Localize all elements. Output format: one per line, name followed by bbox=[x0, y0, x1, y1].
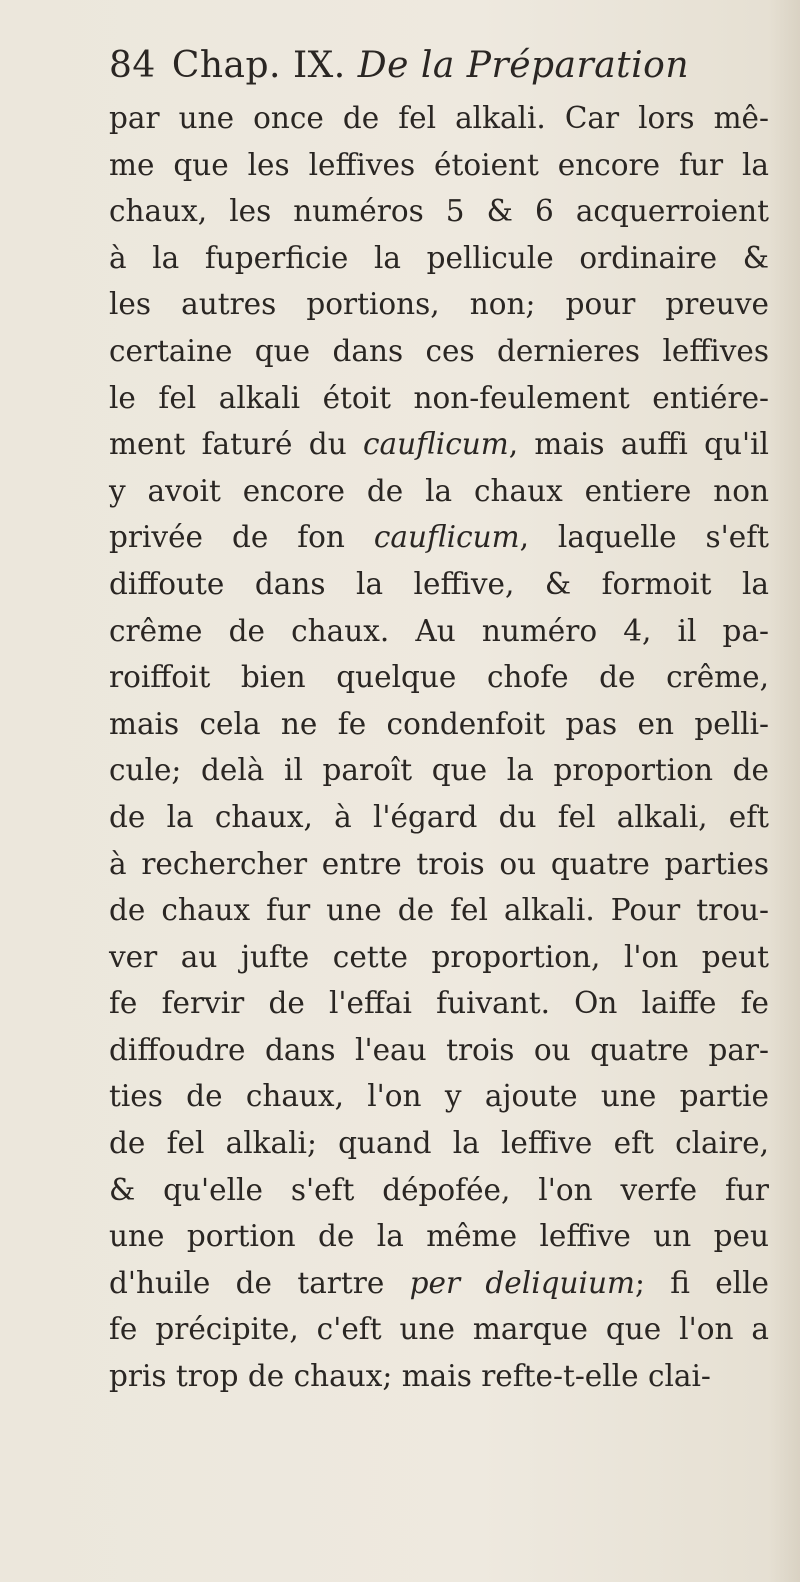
text-segment: par une once de fel alkali. Car lors mê- bbox=[109, 101, 769, 135]
text-line bbox=[109, 608, 769, 655]
text-segment: de la chaux, à l'égard du fel alkali, eft bbox=[109, 799, 769, 834]
text-line bbox=[109, 328, 769, 375]
page-number: 84 bbox=[109, 45, 156, 86]
text-segment: ties de chaux, l'on y ajoute une partie bbox=[109, 1079, 769, 1114]
text-segment: fe fervir de l'effai fuivant. On laiffe fe bbox=[109, 986, 769, 1021]
text-line bbox=[109, 1120, 769, 1167]
text-line bbox=[109, 1306, 769, 1353]
text-line bbox=[109, 1167, 769, 1214]
text-line bbox=[109, 561, 769, 608]
text-line bbox=[109, 701, 769, 748]
text-segment: y avoit encore de la chaux entiere non bbox=[109, 473, 769, 508]
text-line bbox=[109, 794, 769, 841]
text-line bbox=[109, 514, 769, 561]
text-segment: à rechercher entre trois ou quatre parties bbox=[109, 846, 769, 881]
text-segment: de chaux fur une de fel alkali. Pour trou- bbox=[109, 893, 769, 928]
text-segment: & qu'elle s'eft dépofée, l'on verfe fur bbox=[109, 1172, 769, 1207]
text-segment: de fel alkali; quand la leffive eft claire, bbox=[109, 1126, 769, 1161]
text-segment: le fel alkali étoit non-feulement entiére- bbox=[109, 380, 769, 415]
text-segment: mais cela ne fe condenfoit pas en pelli- bbox=[109, 706, 769, 741]
text-line bbox=[109, 188, 769, 235]
text-line bbox=[109, 980, 769, 1027]
text-line bbox=[109, 841, 769, 888]
text-segment: , mais auffi qu'il bbox=[508, 427, 769, 462]
text-line bbox=[109, 654, 769, 701]
text-line bbox=[109, 1073, 769, 1120]
text-segment: , laquelle s'eft bbox=[519, 520, 769, 555]
text-segment: me que les leffives étoient encore fur la bbox=[109, 147, 769, 182]
text-segment: à la fuperficie la pellicule ordinaire & bbox=[109, 240, 769, 275]
text-line bbox=[109, 1260, 769, 1307]
text-line bbox=[109, 1027, 769, 1074]
text-line bbox=[109, 887, 769, 934]
text-segment: crême de chaux. Au numéro 4, il pa- bbox=[109, 613, 769, 648]
text-line bbox=[109, 934, 769, 981]
text-line bbox=[109, 142, 769, 189]
text-segment: diffoudre dans l'eau trois ou quatre par- bbox=[109, 1032, 769, 1067]
text-segment: certaine que dans ces dernieres leffives bbox=[109, 333, 769, 368]
text-line bbox=[109, 1353, 769, 1400]
text-line bbox=[109, 1213, 769, 1260]
text-line bbox=[109, 468, 769, 515]
text-segment: pris trop de chaux; mais refte-t-elle clai- bbox=[109, 1359, 711, 1394]
text-segment: cule; delà il paroît que la proportion de bbox=[109, 753, 769, 788]
chapter-topic: De la Préparation bbox=[357, 45, 690, 86]
text-line bbox=[109, 235, 769, 282]
text-line bbox=[109, 421, 769, 468]
text-segment: d'huile de tartre bbox=[109, 1265, 410, 1300]
running-head bbox=[109, 45, 689, 86]
text-line bbox=[109, 375, 769, 422]
chapter-label: Chap. IX. bbox=[171, 45, 346, 86]
text-segment: privée de fon bbox=[109, 520, 374, 555]
text-segment: les autres portions, non; pour preuve bbox=[109, 287, 769, 322]
italic-term: per deliquium bbox=[409, 1265, 635, 1300]
text-segment: roiffoit bien quelque chofe de crême, bbox=[109, 660, 769, 695]
text-line bbox=[109, 95, 769, 142]
text-line bbox=[109, 281, 769, 328]
text-segment: diffoute dans la leffive, & formoit la bbox=[109, 566, 769, 601]
text-segment: une portion de la même leffive un peu bbox=[109, 1219, 769, 1254]
text-line bbox=[109, 747, 769, 794]
text-segment: ment faturé du bbox=[109, 427, 363, 462]
text-segment: chaux, les numéros 5 & 6 acquerroient bbox=[109, 194, 769, 229]
text-segment: ver au jufte cette proportion, l'on peut bbox=[109, 939, 769, 974]
italic-term: cauflicum bbox=[373, 520, 520, 555]
italic-term: cauflicum bbox=[363, 427, 509, 462]
body-text bbox=[109, 95, 769, 1400]
text-segment: ; fi elle bbox=[634, 1265, 770, 1300]
text-segment: fe précipite, c'eft une marque que l'on a bbox=[109, 1312, 769, 1347]
